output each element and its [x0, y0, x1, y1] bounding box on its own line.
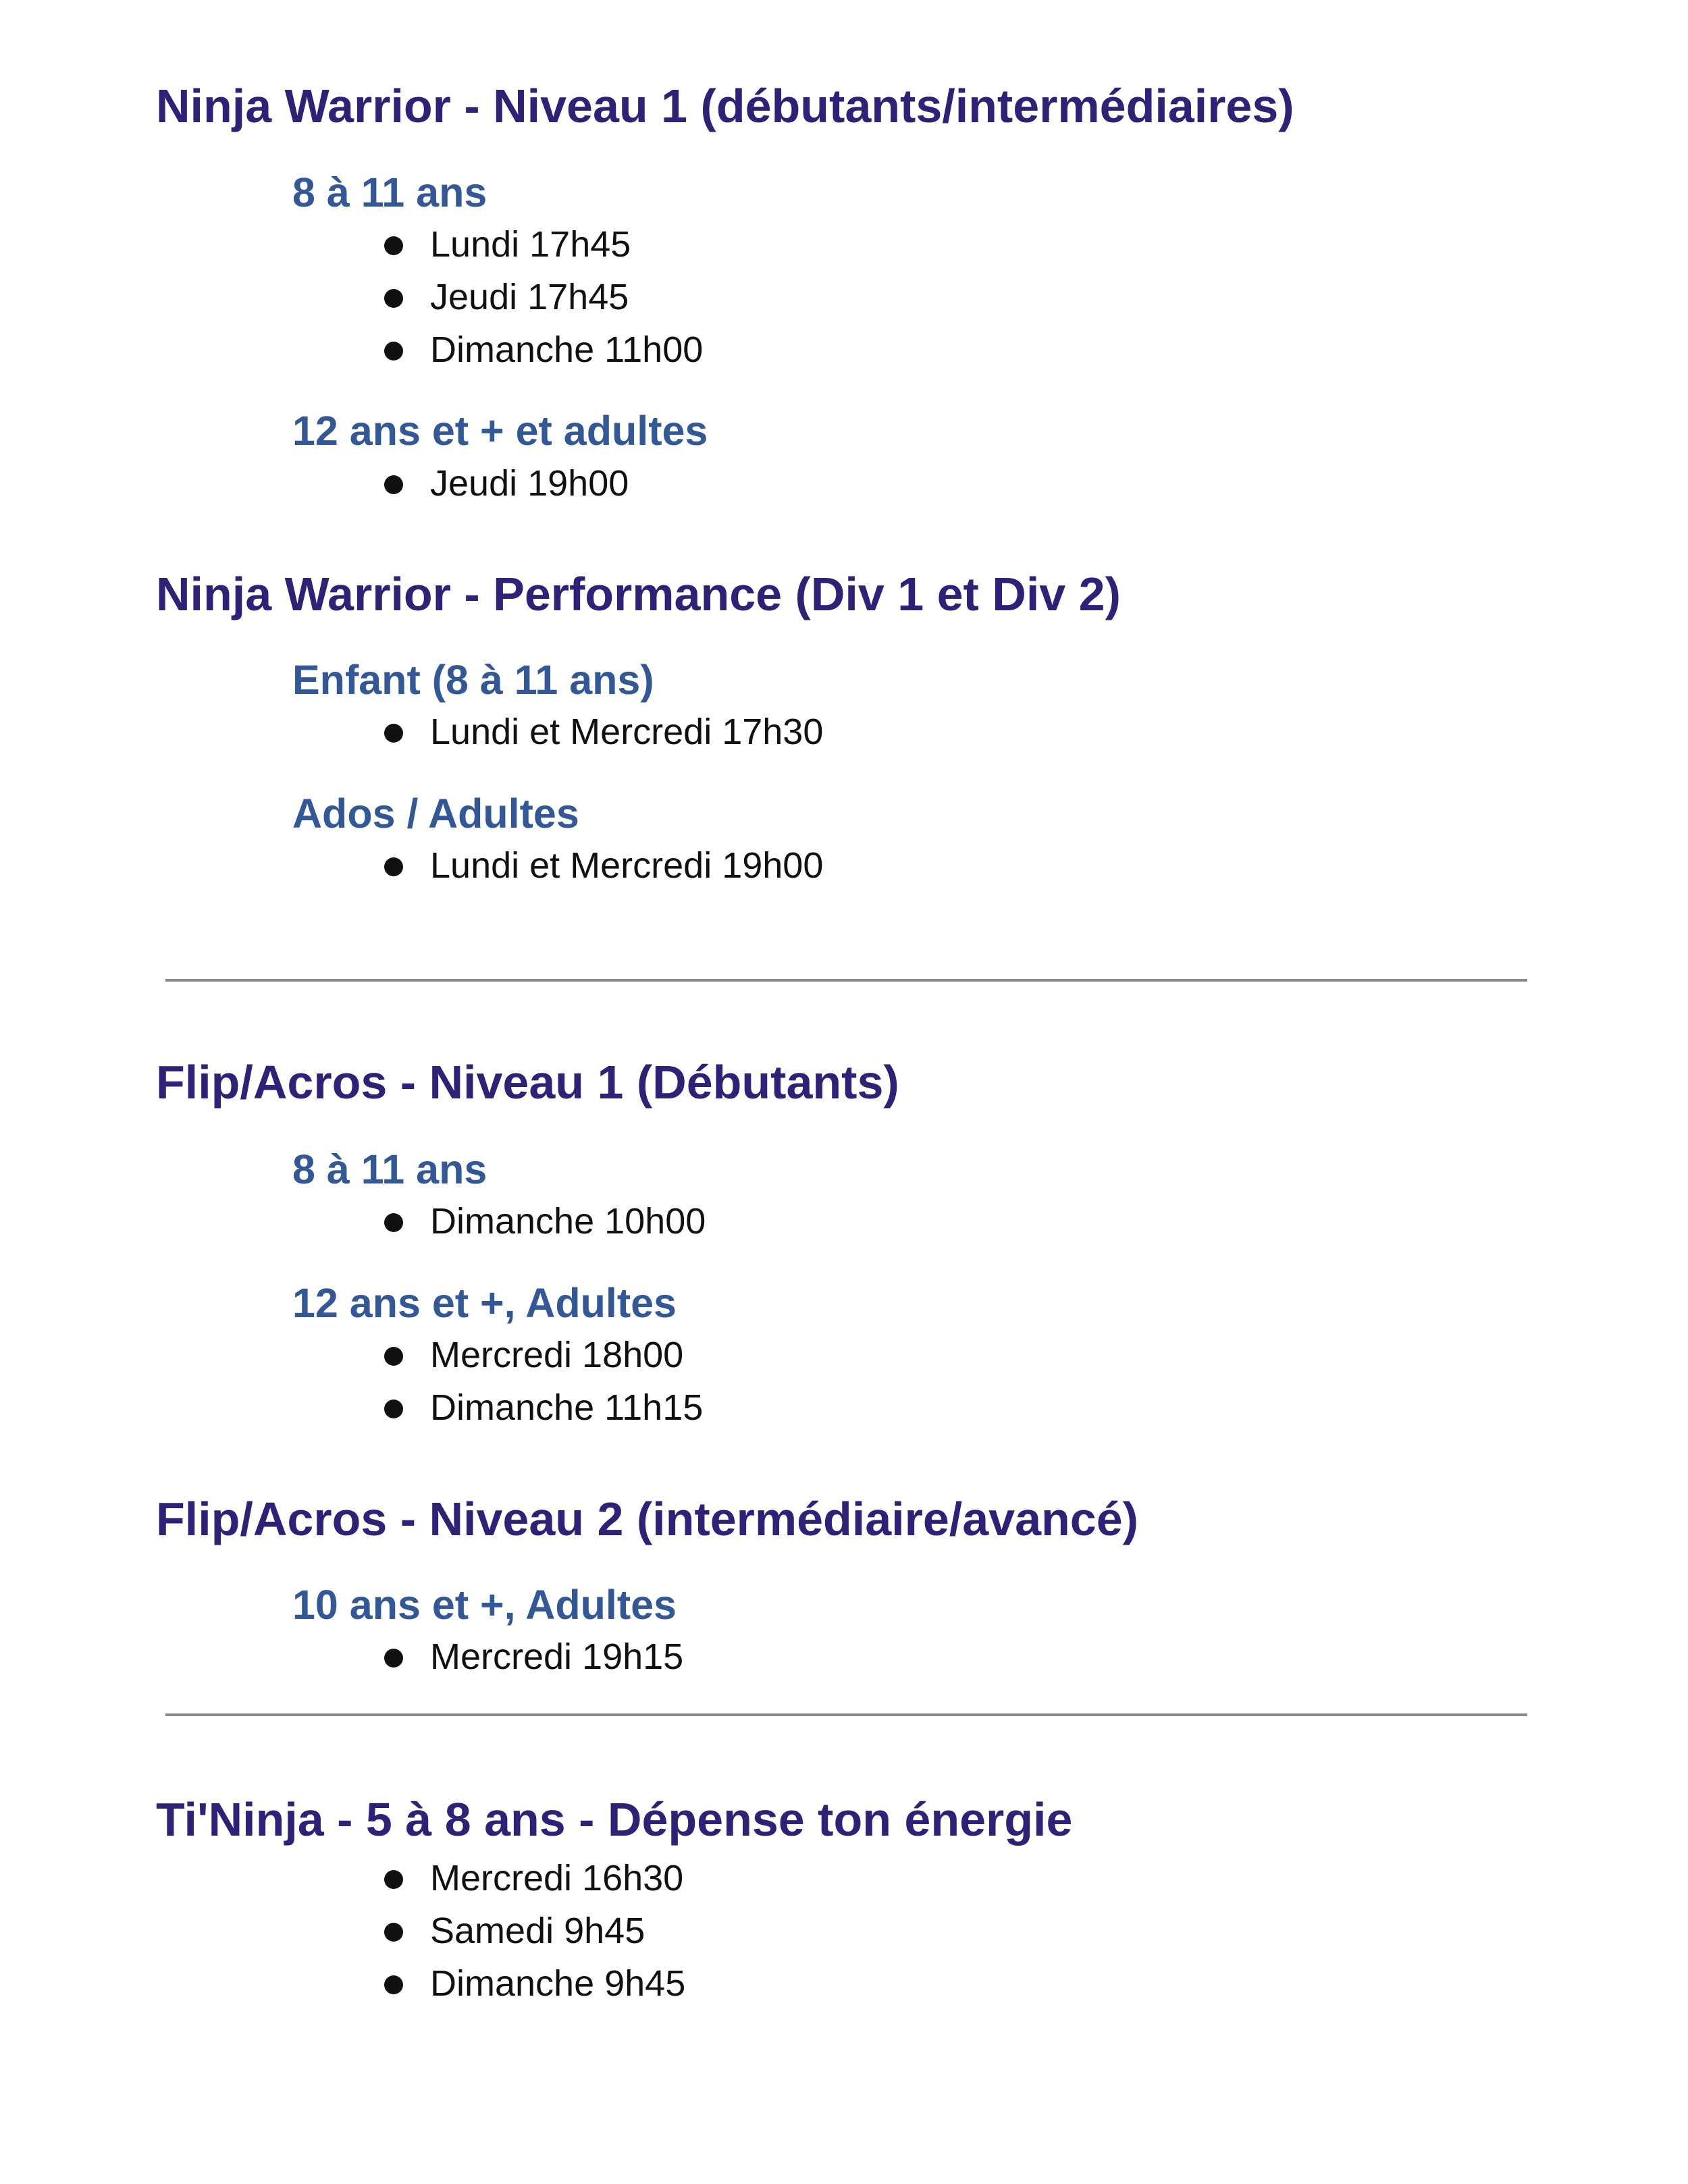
list-item: Mercredi 18h00 — [381, 1337, 683, 1373]
divider — [165, 979, 1527, 982]
bullet-icon — [384, 1649, 403, 1668]
group-label-10-ans-adultes: 10 ans et +, Adultes — [292, 1582, 677, 1628]
bullet-icon — [384, 1975, 403, 1994]
section-title-ninja-warrior-performance: Ninja Warrior - Performance (Div 1 et Div 2) — [156, 568, 1121, 620]
list-item: Lundi 17h45 — [381, 226, 631, 263]
bullet-icon — [384, 236, 403, 255]
section-title-flip-acros-niveau-1: Flip/Acros - Niveau 1 (Débutants) — [156, 1056, 899, 1109]
list-item: Dimanche 9h45 — [381, 1965, 685, 2002]
bullet-icon — [384, 857, 403, 876]
bullet-icon — [384, 1347, 403, 1366]
divider — [165, 1713, 1527, 1716]
group-label-ados-adultes: Ados / Adultes — [292, 791, 579, 836]
list-item: Mercredi 16h30 — [381, 1860, 683, 1896]
group-label-12-ans-adultes: 12 ans et +, Adultes — [292, 1280, 677, 1326]
bullet-icon — [384, 289, 403, 308]
bullet-icon — [384, 1870, 403, 1889]
bullet-icon — [384, 724, 403, 743]
list-item: Mercredi 19h15 — [381, 1639, 683, 1675]
bullet-icon — [384, 475, 403, 494]
bullet-icon — [384, 342, 403, 361]
list-item: Samedi 9h45 — [381, 1913, 645, 1949]
section-title-ti-ninja: Ti'Ninja - 5 à 8 ans - Dépense ton énergie — [156, 1793, 1073, 1846]
list-item: Dimanche 10h00 — [381, 1203, 706, 1240]
list-item: Lundi et Mercredi 19h00 — [381, 847, 823, 884]
bullet-icon — [384, 1400, 403, 1418]
section-title-flip-acros-niveau-2: Flip/Acros - Niveau 2 (intermédiaire/avancé) — [156, 1493, 1138, 1545]
bullet-icon — [384, 1213, 403, 1232]
list-item: Dimanche 11h15 — [381, 1389, 703, 1426]
bullet-icon — [384, 1923, 403, 1942]
list-item: Jeudi 19h00 — [381, 465, 629, 502]
list-item: Lundi et Mercredi 17h30 — [381, 714, 823, 750]
group-label-12-ans-et-adultes: 12 ans et + et adultes — [292, 408, 708, 454]
group-label-8-11-ans: 8 à 11 ans — [292, 1146, 487, 1192]
group-label-8-11-ans: 8 à 11 ans — [292, 169, 487, 215]
list-item: Jeudi 17h45 — [381, 279, 629, 315]
list-item: Dimanche 11h00 — [381, 331, 703, 368]
group-label-enfant: Enfant (8 à 11 ans) — [292, 657, 654, 703]
section-title-ninja-warrior-niveau-1: Ninja Warrior - Niveau 1 (débutants/intermédiaires) — [156, 80, 1294, 132]
